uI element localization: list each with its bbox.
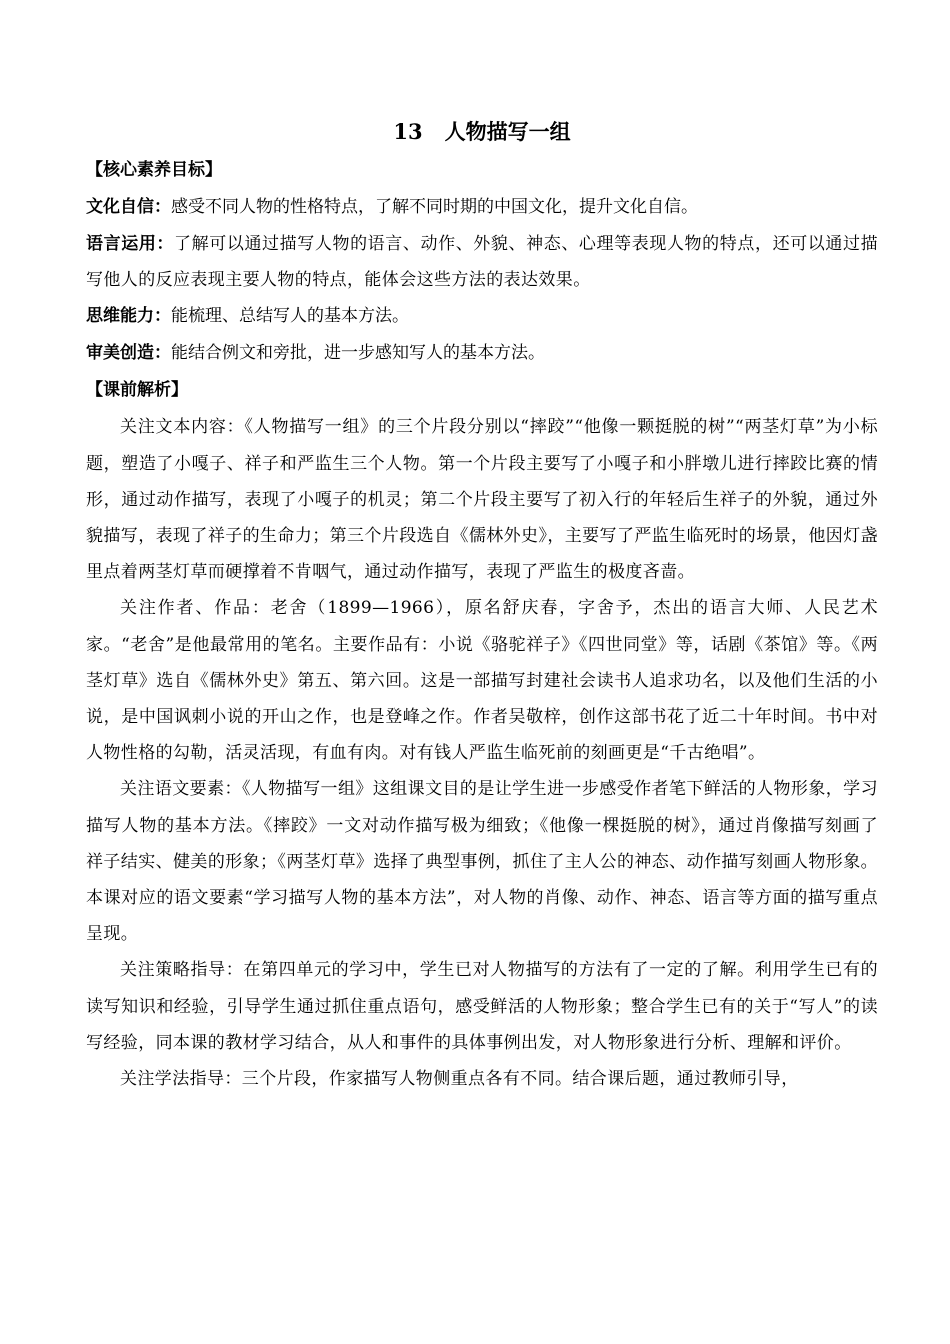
goal-label: 思维能力： bbox=[86, 306, 171, 327]
document-page bbox=[86, 112, 878, 1097]
core-goals-section bbox=[86, 152, 878, 372]
goal-item bbox=[86, 226, 878, 298]
analysis-paragraph-strategy: 关注策略指导：在第四单元的学习中，学生已对人物描写的方法有了一定的了解。利用学生已有的读写知识和经验，引导学生通过抓住重点语句，感受鲜活的人物形象；整合学生已有的关于“写人”的读写经验，同本课的教材学习结合，从人和事件的具体事例出发，对人物形象进行分析、理解和评价。 bbox=[86, 960, 878, 1053]
goal-text: 了解可以通过描写人物的语言、动作、外貌、神态、心理等表现人物的特点，还可以通过描写他人的反应表现主要人物的特点，能体会这些方法的表达效果。 bbox=[86, 234, 879, 291]
goal-text: 能结合例文和旁批，进一步感知写人的基本方法。 bbox=[171, 343, 545, 364]
pre-class-analysis-section bbox=[86, 372, 878, 1097]
lesson-title: 人物描写一组 bbox=[444, 119, 571, 144]
lesson-number: 13 bbox=[393, 119, 423, 144]
section-heading-core-goals: 【核心素养目标】 bbox=[86, 160, 222, 180]
goal-item bbox=[86, 335, 878, 372]
goal-text: 能梳理、总结写人的基本方法。 bbox=[171, 306, 409, 327]
goal-label: 文化自信： bbox=[86, 197, 171, 217]
page-title bbox=[86, 112, 878, 152]
goal-label: 语言运用： bbox=[86, 234, 175, 254]
analysis-paragraph-language-elements: 关注语文要素：《人物描写一组》这组课文目的是让学生进一步感受作者笔下鲜活的人物形象，学习描写人物的基本方法。《摔跤》一文对动作描写极为细致；《他像一棵挺脱的树》，通过肖像描写刻画了祥子结实、健美的形象；《两茎灯草》选择了典型事例，抓住了主人公的神态、动作描写刻画人物形象。本课对应的语文要素“学习描写人物的基本方法”，对人物的肖像、动作、神态、语言等方面的描写重点呈现。 bbox=[86, 779, 878, 945]
goal-label: 审美创造： bbox=[86, 343, 171, 364]
goal-text: 感受不同人物的性格特点，了解不同时期的中国文化，提升文化自信。 bbox=[171, 197, 698, 217]
analysis-paragraph-author-work: 关注作者、作品：老舍（1899—1966），原名舒庆春，字舍予，杰出的语言大师、人民艺术家。“老舍”是他最常用的笔名。主要作品有：小说《骆驼祥子》《四世同堂》等，话剧《茶馆》等。《两茎灯草》选自《儒林外史》第五、第六回。这是一部描写封建社会读书人追求功名，以及他们生活的小说，是中国讽刺小说的开山之作，也是登峰之作。作者吴敬梓，创作这部书花了近二十年时间。书中对人物性格的勾勒，活灵活现，有血有肉。对有钱人严监生临死前的刻画更是“千古绝唱”。 bbox=[86, 598, 878, 764]
section-heading-pre-class-analysis: 【课前解析】 bbox=[86, 380, 188, 401]
goal-item bbox=[86, 298, 878, 335]
goal-item bbox=[86, 189, 878, 226]
analysis-paragraph-text-content: 关注文本内容：《人物描写一组》的三个片段分别以“摔跤”“他像一颗挺脱的树”“两茎灯草”为小标题，塑造了小嘎子、祥子和严监生三个人物。第一个片段主要写了小嘎子和小胖墩儿进行摔跤比赛的情形，通过动作描写，表现了小嘎子的机灵；第二个片段主要写了初入行的年轻后生祥子的外貌，通过外貌描写，表现了祥子的生命力；第三个片段选自《儒林外史》，主要写了严监生临死时的场景，他因灯盏里点着两茎灯草而硬撑着不肯咽气，通过动作描写，表现了严监生的极度吝啬。 bbox=[86, 417, 878, 583]
analysis-paragraph-study-method: 关注学法指导：三个片段，作家描写人物侧重点各有不同。结合课后题，通过教师引导， bbox=[120, 1069, 799, 1090]
